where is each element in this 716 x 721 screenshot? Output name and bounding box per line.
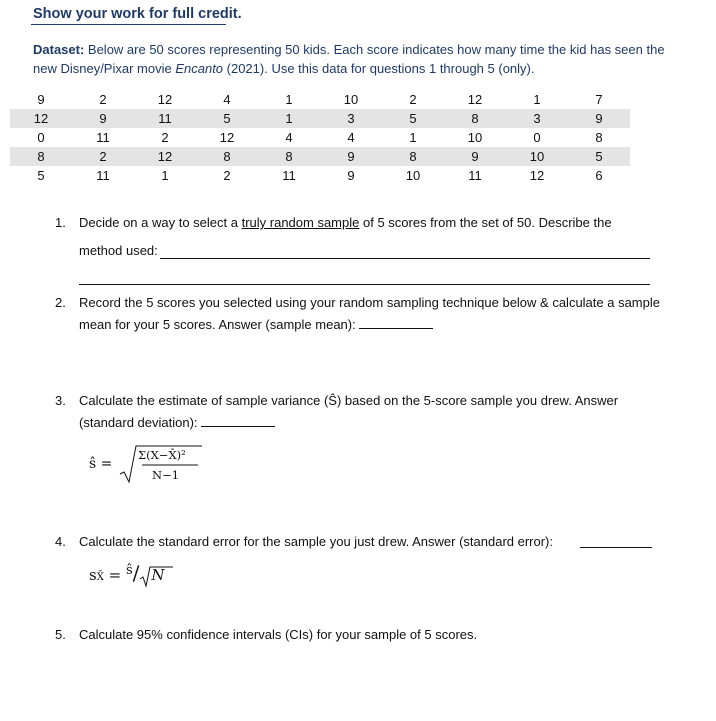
score-cell: 9	[568, 109, 630, 128]
question-number: 4.	[55, 534, 66, 549]
standard-deviation-answer-blank[interactable]	[201, 412, 275, 427]
variance-numerator: Σ(X−X̄)²	[138, 448, 186, 462]
score-cell: 5	[568, 147, 630, 166]
score-cell: 2	[223, 168, 231, 183]
underlined-phrase: truly random sample	[241, 215, 360, 230]
score-cell: 1	[409, 130, 417, 145]
score-cell: 12	[219, 130, 235, 145]
score-cell: 3	[320, 109, 382, 128]
question-3	[55, 390, 675, 434]
method-answer-line-2[interactable]	[79, 284, 650, 285]
table-row	[10, 166, 630, 185]
variance-denominator: N−1	[152, 468, 180, 482]
score-cell: 1	[258, 109, 320, 128]
method-answer-line[interactable]	[160, 258, 650, 259]
table-row	[10, 90, 630, 109]
score-cell: 2	[161, 130, 169, 145]
score-cell: 11	[282, 168, 296, 183]
score-cell: 9	[320, 147, 382, 166]
score-cell: 10	[467, 130, 483, 145]
score-cell: 9	[444, 147, 506, 166]
score-cell: 10	[405, 168, 421, 183]
scores-table	[10, 90, 630, 185]
score-cell: 9	[72, 109, 134, 128]
score-cell: 8	[10, 147, 72, 166]
score-cell: 4	[347, 130, 355, 145]
score-cell: 1	[161, 168, 169, 183]
score-cell: 12	[157, 92, 173, 107]
se-equals: =	[103, 566, 126, 584]
question-1	[55, 212, 675, 268]
dataset-text-b: (2021). Use this data for questions 1 through 5 (only).	[223, 61, 535, 76]
variance-formula-lhs: ŝ =	[89, 456, 113, 472]
score-cell: 12	[467, 92, 483, 107]
se-symbol: s	[89, 566, 97, 584]
dataset-description	[33, 40, 683, 78]
score-cell: 5	[196, 109, 258, 128]
page-title: Show your work for full credit.	[33, 6, 242, 22]
question-4	[55, 531, 695, 553]
question-text: Decide on a way to select a	[79, 215, 242, 230]
score-cell: 11	[96, 130, 110, 145]
question-number: 2.	[55, 295, 66, 310]
score-cell: 6	[595, 168, 603, 183]
se-slash: /	[132, 561, 140, 585]
title-underline	[31, 24, 226, 25]
score-cell: 8	[444, 109, 506, 128]
question-number: 3.	[55, 393, 66, 408]
se-subscript: X̄	[96, 572, 104, 583]
score-cell: 2	[99, 92, 107, 107]
se-numerator: ŝ	[125, 563, 133, 578]
table-row	[10, 128, 630, 147]
score-cell: 8	[382, 147, 444, 166]
score-cell: 0	[533, 130, 541, 145]
score-cell: 11	[468, 168, 482, 183]
method-label: method used:	[79, 243, 158, 258]
question-text: Record the 5 scores you selected using your random sampling technique below & calculate a sample mean for your 5 scores. Answer (sample mean):	[79, 295, 660, 332]
question-2	[55, 292, 675, 336]
question-number: 1.	[55, 215, 66, 230]
score-cell: 2	[72, 147, 134, 166]
score-cell: 8	[258, 147, 320, 166]
score-cell: 9	[37, 92, 45, 107]
score-cell: 12	[10, 109, 72, 128]
question-number: 5.	[55, 627, 66, 642]
score-cell: 4	[223, 92, 231, 107]
standard-error-answer-blank[interactable]	[580, 547, 652, 548]
score-cell: 5	[382, 109, 444, 128]
score-cell: 3	[506, 109, 568, 128]
table-row	[10, 147, 630, 166]
score-cell: 11	[96, 168, 110, 183]
score-cell: 12	[529, 168, 545, 183]
se-sqrt-sign	[139, 565, 173, 589]
question-5	[55, 624, 675, 646]
score-cell: 9	[347, 168, 355, 183]
movie-title: Encanto	[175, 61, 224, 76]
score-cell: 10	[343, 92, 359, 107]
score-cell: 11	[134, 109, 196, 128]
score-cell: 8	[595, 130, 603, 145]
se-denominator: N	[151, 566, 165, 584]
table-row	[10, 109, 630, 128]
score-cell: 1	[285, 92, 293, 107]
score-cell: 10	[506, 147, 568, 166]
score-cell: 7	[595, 92, 603, 107]
score-cell: 12	[134, 147, 196, 166]
score-cell: 8	[196, 147, 258, 166]
score-cell: 2	[409, 92, 417, 107]
question-text: Calculate 95% confidence intervals (CIs) for your sample of 5 scores.	[79, 627, 478, 642]
score-cell: 0	[37, 130, 45, 145]
dataset-label: Dataset:	[33, 42, 85, 57]
sample-mean-answer-blank[interactable]	[359, 314, 433, 329]
dataset-text-a: Below are 50 scores representing 50 kids. Each score indicates how many time the kid has seen the new Disney/Pixar movie	[33, 42, 665, 76]
standard-error-formula	[89, 561, 164, 585]
score-cell: 5	[37, 168, 45, 183]
question-text: of 5 scores from the set of 50. Describe the	[359, 215, 612, 230]
question-text: Calculate the standard error for the sample you just drew. Answer (standard error):	[79, 534, 553, 549]
score-cell: 4	[285, 130, 293, 145]
score-cell: 1	[533, 92, 541, 107]
question-text: Calculate the estimate of sample variance (Ŝ) based on the 5-score sample you drew. Answer (standard deviation):	[79, 393, 619, 430]
